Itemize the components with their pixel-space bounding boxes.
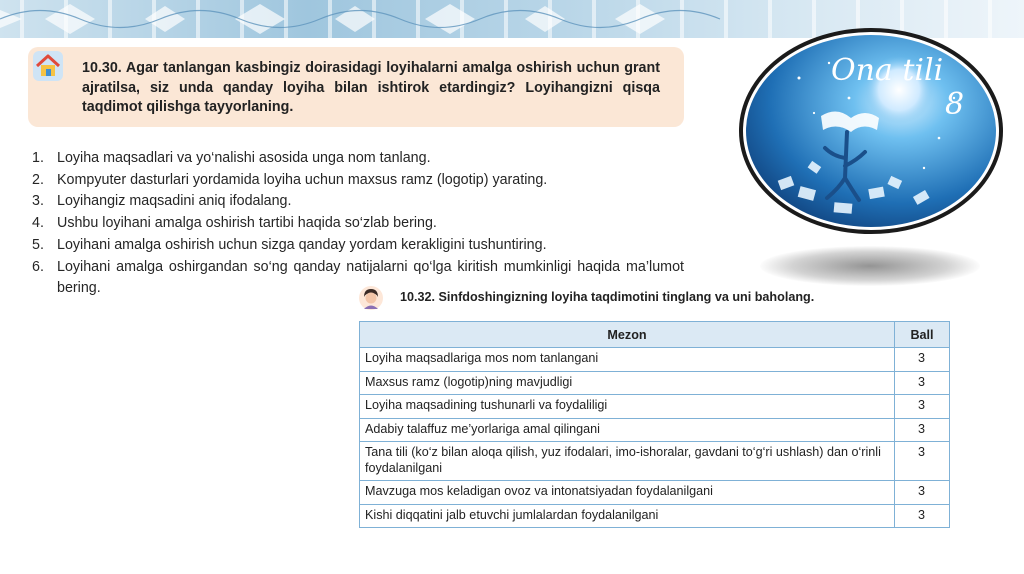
table-row: Loyiha maqsadining tushunarli va foydaliligi 3 (360, 395, 950, 419)
ona-tili-logo (739, 28, 1003, 234)
table-row: Loyiha maqsadlariga mos nom tanlangani 3 (360, 348, 950, 372)
task-1032-text: 10.32. Sinfdoshingizning loyiha taqdimotini tinglang va uni baholang. (400, 290, 815, 304)
evaluation-table (359, 321, 950, 528)
logo-shadow (760, 246, 980, 286)
list-item: 6. Loyihani amalga oshirgandan so‘ng qanday natijalarni qo‘lga kiritish mumkinligi haqida ma’lumot bering. (32, 258, 684, 297)
house-icon (32, 50, 64, 82)
table-row: Kishi diqqatini jalb etuvchi jumlalardan foydalanilgani 3 (360, 504, 950, 528)
task-1030-text: 10.30. Agar tanlangan kasbingiz doirasidagi loyihalarni amalga oshirish uchun grant ajratilsa, siz unda qanday loyiha bilan ishtirok etardingiz? Loyihangizni qisqa taqdimot qilishga tayyorlaning. (82, 60, 660, 115)
list-item: 3. Loyihangiz maqsadini aniq ifodalang. (32, 193, 292, 210)
logo-grade: 8 (945, 87, 965, 122)
table-row: Adabiy talaffuz me’yorlariga amal qilingani 3 (360, 418, 950, 442)
list-item: 2. Kompyuter dasturlari yordamida loyiha uchun maxsus ramz (logotip) yarating. (32, 171, 548, 188)
table-row: Maxsus ramz (logotip)ning mavjudligi 3 (360, 371, 950, 395)
table-row: Mavzuga mos keladigan ovoz va intonatsiyadan foydalanilgani 3 (360, 481, 950, 505)
list-item: 1. Loyiha maqsadlari va yo‘nalishi asosida unga nom tanlang. (32, 150, 431, 166)
column-header-criterion: Mezon (360, 322, 895, 348)
table-row: Tana tili (ko‘z bilan aloqa qilish, yuz ifodalari, imo-ishoralar, gavdani to‘g‘ri ushlash) dan o‘rinli foydalanilgani 3 (360, 442, 950, 481)
speaking-person-icon (358, 285, 384, 311)
list-item: 4. Ushbu loyihani amalga oshirish tartibi haqida so‘zlab bering. (32, 215, 437, 232)
instruction-list (32, 148, 684, 300)
list-item: 5. Loyihani amalga oshirish uchun sizga qanday yordam kerakligini tushuntiring. (32, 236, 547, 253)
column-header-score: Ball (895, 322, 950, 348)
logo-title: Ona tili (831, 53, 944, 88)
table-header-row (360, 322, 950, 348)
